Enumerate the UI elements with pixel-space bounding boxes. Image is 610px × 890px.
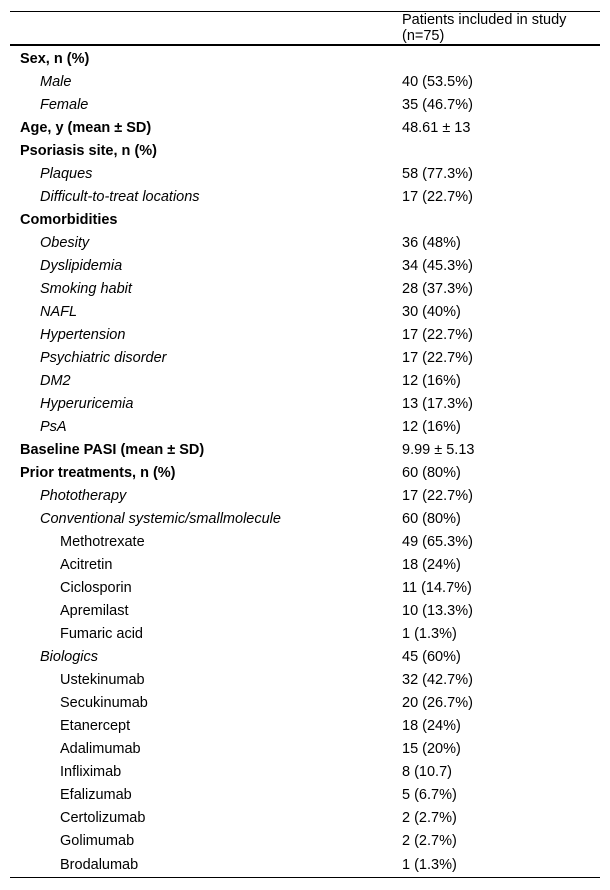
row-label: DM2	[40, 373, 71, 389]
table-row	[10, 278, 600, 301]
row-value: 35 (46.7%)	[402, 97, 473, 113]
row-value: 12 (16%)	[402, 419, 461, 435]
row-label: Ciclosporin	[60, 580, 132, 596]
table-row	[10, 646, 600, 669]
row-label: Male	[40, 74, 72, 90]
row-value: 17 (22.7%)	[402, 327, 473, 343]
row-label: Etanercept	[60, 718, 131, 734]
table-row	[10, 186, 600, 209]
row-label: Baseline PASI (mean ± SD)	[20, 442, 205, 458]
row-label: Brodalumab	[10, 853, 392, 878]
row-label: Smoking habit	[40, 281, 132, 297]
row-label: Conventional systemic/smallmolecule	[40, 511, 281, 527]
table-row	[10, 209, 600, 232]
row-label: Plaques	[40, 166, 93, 182]
row-label: Apremilast	[60, 603, 129, 619]
row-label: Golimumab	[60, 833, 135, 849]
row-label: Efalizumab	[60, 787, 132, 803]
row-label: Obesity	[40, 235, 90, 251]
table-row	[10, 439, 600, 462]
row-value: 60 (80%)	[402, 511, 461, 527]
table-row	[10, 163, 600, 186]
table-row	[10, 554, 600, 577]
row-value: 17 (22.7%)	[402, 189, 473, 205]
row-value	[392, 209, 600, 232]
row-value: 2 (2.7%)	[402, 833, 457, 849]
row-value: 5 (6.7%)	[402, 787, 457, 803]
table-row	[10, 347, 600, 370]
table-row	[10, 531, 600, 554]
row-label: Psychiatric disorder	[40, 350, 167, 366]
row-label: Hyperuricemia	[40, 396, 134, 412]
row-label: Difficult-to-treat locations	[40, 189, 200, 205]
row-value: 20 (26.7%)	[402, 695, 473, 711]
row-value: 9.99 ± 5.13	[402, 442, 475, 458]
row-value: 30 (40%)	[402, 304, 461, 320]
row-label: Fumaric acid	[60, 626, 143, 642]
row-value: 1 (1.3%)	[402, 626, 457, 642]
row-label: Prior treatments, n (%)	[20, 465, 176, 481]
table-row	[10, 416, 600, 439]
table-row	[10, 853, 600, 878]
row-value: 48.61 ± 13	[402, 120, 471, 136]
row-label: Methotrexate	[60, 534, 145, 550]
row-value: 49 (65.3%)	[402, 534, 473, 550]
table-row	[10, 393, 600, 416]
row-label: Dyslipidemia	[40, 258, 123, 274]
row-value: 60 (80%)	[402, 465, 461, 481]
table-row	[10, 117, 600, 140]
row-value: 12 (16%)	[402, 373, 461, 389]
table-row	[10, 462, 600, 485]
row-value	[392, 45, 600, 71]
row-value: 58 (77.3%)	[402, 166, 473, 182]
row-label: Age, y (mean ± SD)	[20, 120, 152, 136]
table-row	[10, 71, 600, 94]
row-value: 17 (22.7%)	[402, 488, 473, 504]
table-row	[10, 577, 600, 600]
table-row	[10, 232, 600, 255]
row-value: 1 (1.3%)	[392, 853, 600, 878]
row-value: 18 (24%)	[402, 718, 461, 734]
row-label: Adalimumab	[60, 741, 141, 757]
table-row	[10, 324, 600, 347]
header-label-column	[10, 12, 392, 46]
row-label: Biologics	[40, 649, 99, 665]
table-row	[10, 255, 600, 278]
table-row	[10, 94, 600, 117]
row-value: 45 (60%)	[402, 649, 461, 665]
table-header-row	[10, 12, 600, 46]
row-value: 13 (17.3%)	[402, 396, 473, 412]
table-row	[10, 761, 600, 784]
row-value: 8 (10.7)	[402, 764, 452, 780]
table-row	[10, 669, 600, 692]
row-value: 11 (14.7%)	[402, 580, 472, 596]
table-body	[10, 45, 600, 878]
patient-characteristics-table	[10, 11, 600, 878]
row-value: 17 (22.7%)	[402, 350, 473, 366]
row-label: Comorbidities	[20, 212, 118, 228]
row-value: 18 (24%)	[402, 557, 461, 573]
row-value: 2 (2.7%)	[402, 810, 457, 826]
row-value: 36 (48%)	[402, 235, 461, 251]
row-label: Infliximab	[60, 764, 122, 780]
row-label: Female	[40, 97, 89, 113]
row-value: 15 (20%)	[402, 741, 461, 757]
table-container	[10, 11, 600, 878]
table-row	[10, 807, 600, 830]
row-value: 10 (13.3%)	[402, 603, 473, 619]
row-value: 34 (45.3%)	[402, 258, 473, 274]
table-row	[10, 140, 600, 163]
table-row	[10, 715, 600, 738]
row-label: Psoriasis site, n (%)	[20, 143, 157, 159]
row-label: Sex, n (%)	[20, 51, 90, 67]
row-label: Phototherapy	[40, 488, 127, 504]
row-label: Secukinumab	[60, 695, 148, 711]
table-row	[10, 830, 600, 853]
row-label: Acitretin	[60, 557, 113, 573]
table-row	[10, 370, 600, 393]
row-value	[392, 140, 600, 163]
table-row	[10, 600, 600, 623]
table-row	[10, 738, 600, 761]
row-label: Ustekinumab	[60, 672, 145, 688]
row-value: 32 (42.7%)	[402, 672, 473, 688]
table-row	[10, 692, 600, 715]
row-value: 28 (37.3%)	[402, 281, 473, 297]
table-row	[10, 508, 600, 531]
table-row	[10, 784, 600, 807]
table-row	[10, 301, 600, 324]
table-row	[10, 485, 600, 508]
table-row	[10, 623, 600, 646]
row-label: NAFL	[40, 304, 78, 320]
row-value: 40 (53.5%)	[402, 74, 473, 90]
row-label: Hypertension	[40, 327, 126, 343]
row-label: PsA	[40, 419, 67, 435]
header-value-column: Patients included in study (n=75)	[392, 12, 600, 46]
row-label: Certolizumab	[60, 810, 146, 826]
table-row	[10, 45, 600, 71]
